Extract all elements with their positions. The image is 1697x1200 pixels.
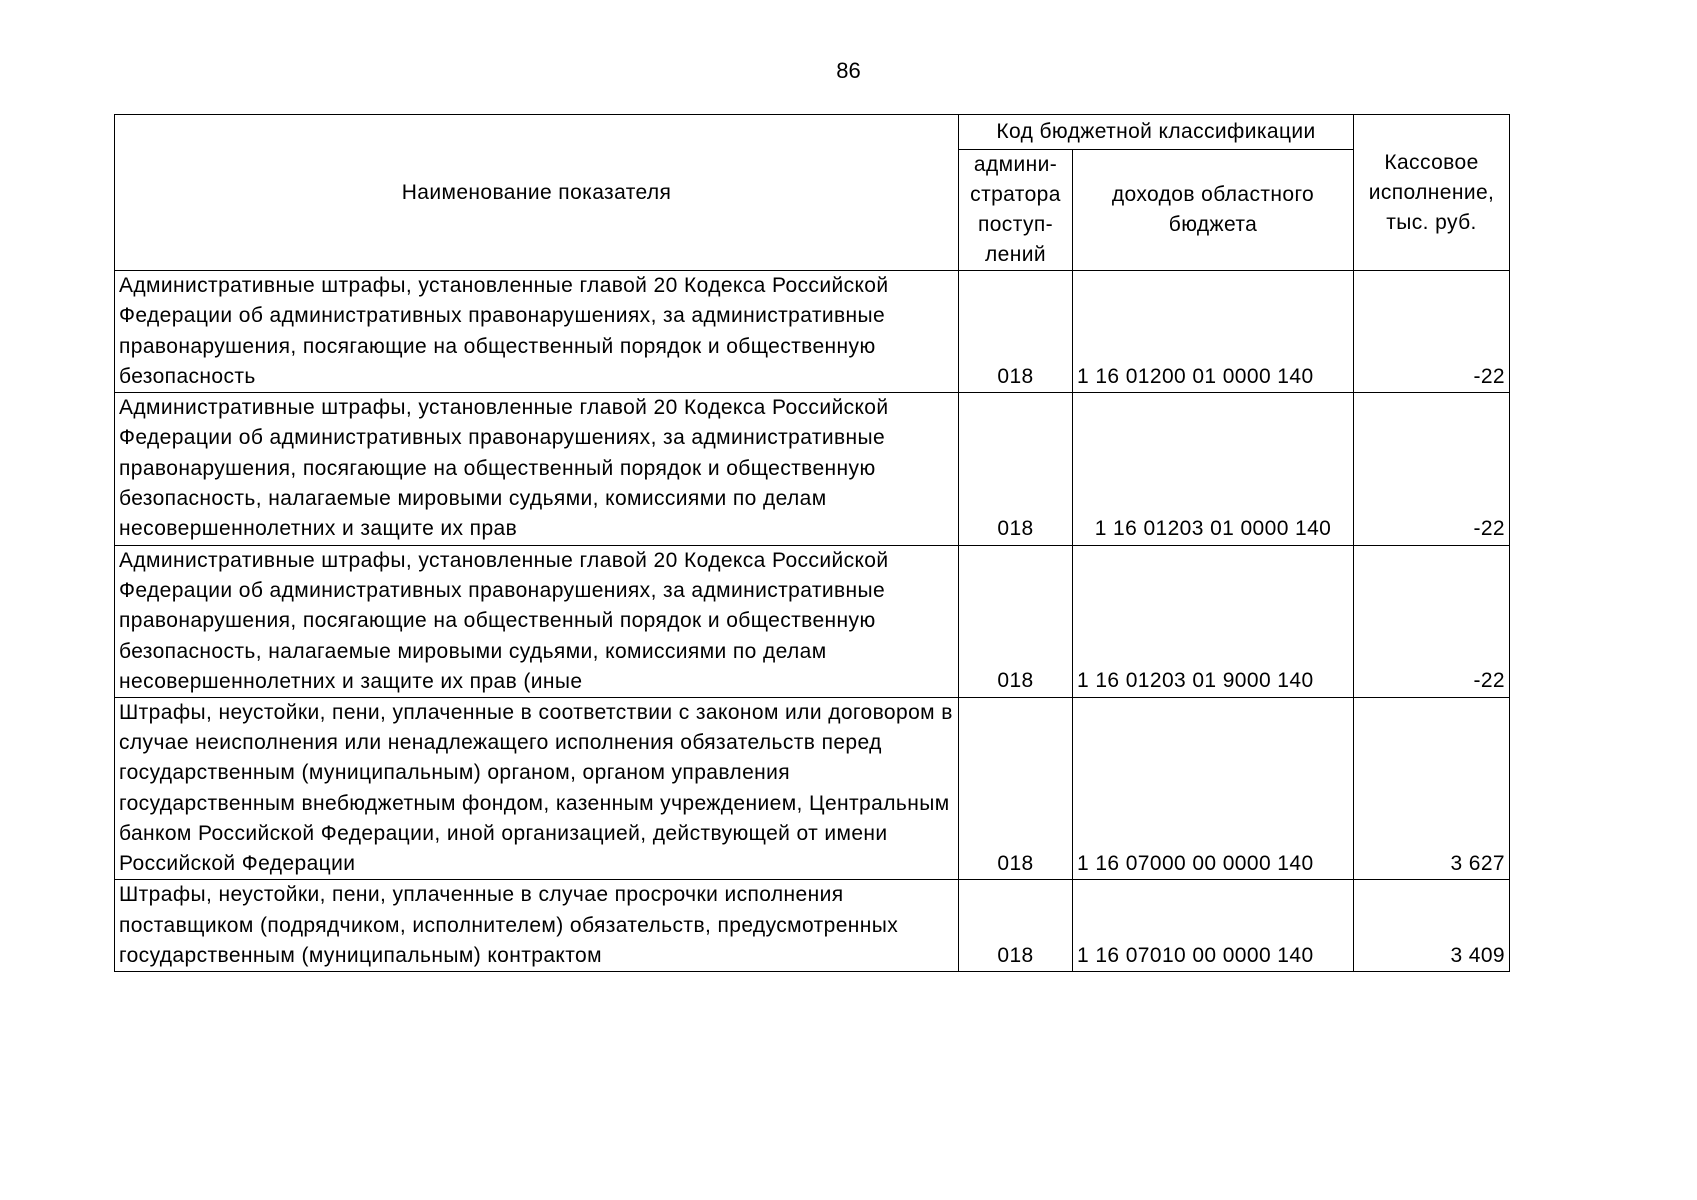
table-row (115, 880, 1510, 972)
row-income-code: 1 16 01203 01 9000 140 (1073, 545, 1354, 697)
row-execution-amount: -22 (1354, 393, 1510, 545)
row-indicator-name: Административные штрафы, установленные главой 20 Кодекса Российской Федерации об административных правонарушениях, за административные правонарушения, посягающие на общественный порядок и общественную безопасность, налагаемые мировыми судьями, комиссиями по делам несовершеннолетних и защите их прав (иные (119, 548, 889, 693)
row-execution-amount: 3 409 (1354, 880, 1510, 972)
header-cash-execution: Кассовое исполнение, тыс. руб. (1354, 115, 1510, 271)
header-budget-classification-code: Код бюджетной классификации (959, 115, 1354, 150)
row-indicator-name: Штрафы, неустойки, пени, уплаченные в случае просрочки исполнения поставщиком (подрядчиком, исполнителем) обязательств, предусмотренных государственным (муниципальным) контрактом (115, 880, 959, 972)
row-indicator-name: Штрафы, неустойки, пени, уплаченные в соответствии с законом или договором в случае неисполнения или ненадлежащего исполнения обязательств перед государственным (муниципальным) органом, органом управления государственным внебюджетным фондом, казенным учреждением, Центральным банком Российской Федерации, иной организацией, действующей от имени Российской Федерации (115, 697, 959, 880)
row-execution-amount: -22 (1354, 545, 1510, 697)
header-revenue-administrator: админи-стратора поступ-лений (959, 150, 1073, 271)
table-row (115, 697, 1510, 880)
row-admin-code: 018 (959, 880, 1073, 972)
row-admin-code: 018 (959, 393, 1073, 545)
row-admin-code: 018 (959, 271, 1073, 393)
page-number: 86 (836, 58, 861, 83)
row-income-code: 1 16 07000 00 0000 140 (1073, 697, 1354, 880)
row-indicator-name-cell (115, 545, 959, 697)
row-execution-amount: 3 627 (1354, 697, 1510, 880)
row-income-code: 1 16 07010 00 0000 140 (1073, 880, 1354, 972)
header-regional-budget-income: доходов областного бюджета (1073, 150, 1354, 271)
table-row (115, 393, 1510, 545)
budget-revenue-table (114, 114, 1510, 972)
row-indicator-name: Административные штрафы, установленные главой 20 Кодекса Российской Федерации об административных правонарушениях, за административные правонарушения, посягающие на общественный порядок и общественную безопасность, налагаемые мировыми судьями, комиссиями по делам несовершеннолетних и защите их прав (115, 393, 959, 545)
row-income-code: 1 16 01200 01 0000 140 (1073, 271, 1354, 393)
row-income-code: 1 16 01203 01 0000 140 (1073, 393, 1354, 545)
row-indicator-name: Административные штрафы, установленные главой 20 Кодекса Российской Федерации об административных правонарушениях, за административные правонарушения, посягающие на общественный порядок и общественную безопасность (115, 271, 959, 393)
table-row (115, 545, 1510, 697)
header-indicator-name: Наименование показателя (115, 115, 959, 271)
row-admin-code: 018 (959, 697, 1073, 880)
row-execution-amount: -22 (1354, 271, 1510, 393)
table-row (115, 271, 1510, 393)
row-admin-code: 018 (959, 545, 1073, 697)
